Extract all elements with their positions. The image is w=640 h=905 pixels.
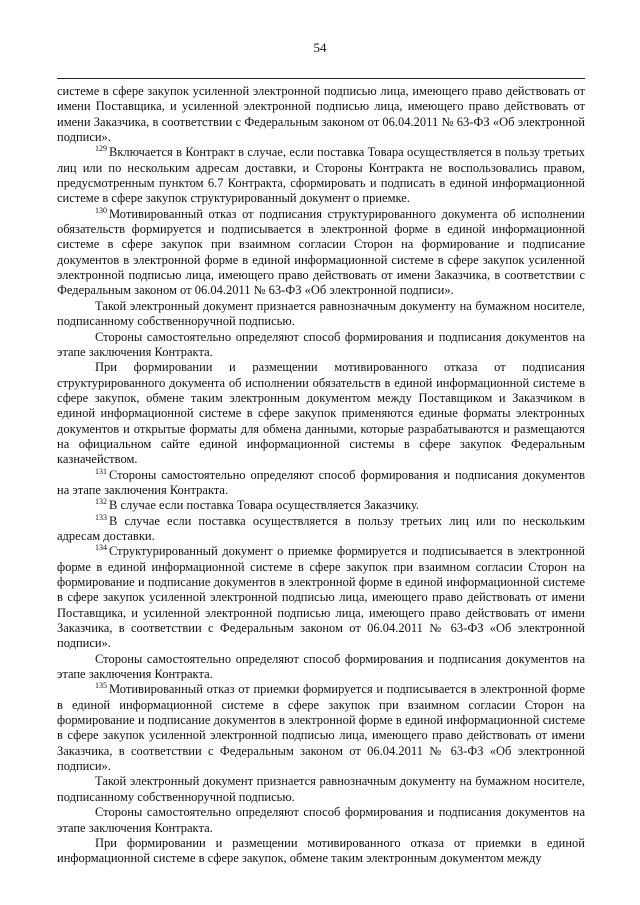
paragraph-text: Такой электронный документ признается равнозначным документу на бумажном носителе, подписанному собственноручной подписью. xyxy=(57,774,585,804)
paragraph xyxy=(57,774,585,805)
paragraph-text: системе в сфере закупок усиленной электронной подписью лица, имеющего право действовать от имени Поставщика, и усиленной электронной подписью лица, имеющего право действовать от имени Заказчика, в соответствии с Федеральным законом от 06.04.2011 № 63-ФЗ «Об электронной подписи». xyxy=(57,84,585,145)
footnote-paragraph xyxy=(57,514,585,545)
paragraph-text: Стороны самостоятельно определяют способ формирования и подписания документов на этапе заключения Контракта. xyxy=(57,329,585,359)
footnote-number: 135 xyxy=(95,681,107,691)
paragraph-text: В случае если поставка осуществляется в пользу третьих лиц или по нескольким адресам доставки. xyxy=(57,513,585,543)
paragraph xyxy=(57,84,585,145)
footnote-paragraph xyxy=(57,544,585,651)
paragraph-text: Стороны самостоятельно определяют способ формирования и подписания документов на этапе заключения Контракта. xyxy=(57,651,585,682)
footnote-paragraph xyxy=(57,498,585,513)
footnote-paragraph xyxy=(57,207,585,299)
footnote-number: 133 xyxy=(95,512,107,522)
paragraph-text: Включается в Контракт в случае, если поставка Товара осуществляется в пользу третьих лиц или по нескольким адресам доставки, и Стороны Контракта не воспользовались правом, предусмотренным пунктом 6.7 Контракта, сформировать и подписать в единой информационной системе в сфере закупок структурированный документ о приемке. xyxy=(57,145,585,206)
paragraph-text: Стороны самостоятельно определяют способ формирования и подписания документов на этапе заключения Контракта. xyxy=(57,467,585,497)
paragraph xyxy=(57,360,585,467)
footnote-number: 130 xyxy=(95,205,107,215)
footnote-number: 131 xyxy=(95,466,107,476)
paragraph xyxy=(57,805,585,836)
document-body xyxy=(57,84,585,867)
header-rule xyxy=(57,78,585,79)
footnote-number: 129 xyxy=(95,144,107,154)
paragraph xyxy=(57,330,585,361)
footnote-number: 134 xyxy=(95,543,107,553)
paragraph-text: При формировании и размещении мотивированного отказа от приемки в единой информационной системе в сфере закупок, обмене таким электронным документом между xyxy=(57,835,585,866)
footnote-number: 132 xyxy=(95,497,107,507)
paragraph-text: Структурированный документ о приемке формируется и подписывается в электронной форме в единой информационной системе в сфере закупок при взаимном согласии Сторон на формирование и подписание документов в электронной форме в единой информационной системе в сфере закупок усиленной электронной подписью лица, имеющего право действовать от имени Поставщика, и усиленной электронной подписью лица, имеющего право действовать от имени Заказчика, в соответствии с Федеральным законом от 06.04.2011 № 63-ФЗ «Об электронной подписи». xyxy=(57,544,585,651)
paragraph xyxy=(57,652,585,683)
paragraph xyxy=(57,836,585,867)
paragraph xyxy=(57,299,585,330)
paragraph-text: Мотивированный отказ от приемки формируется и подписывается в электронной форме в единой информационной системе в сфере закупок при взаимном согласии Сторон на формирование и подписание документов в электронной форме в единой информационной системе в сфере закупок усиленной электронной подписью лица, имеющего право действовать от имени Заказчика, в соответствии с Федеральным законом от 06.04.2011 № 63-ФЗ «Об электронной подписи». xyxy=(57,682,585,774)
paragraph-text: Мотивированный отказ от подписания структурированного документа об исполнении обязательств формируется и подписывается в электронной форме в единой информационной системе в сфере закупок при взаимном согласии Сторон на формирование и подписание документов в электронной форме в единой информационной системе в сфере закупок усиленной электронной подписью лица, имеющего право действовать от имени Заказчика, в соответствии с Федеральным законом от 06.04.2011 № 63-ФЗ «Об электронной подписи». xyxy=(57,206,585,298)
paragraph-text: При формировании и размещении мотивированного отказа от подписания структурированного документа об исполнении обязательств в единой информационной системе в сфере закупок, обмене таким электронным документом между Поставщиком и Заказчиком в единой информационной системе в сфере закупок применяются единые форматы электронных документов и открытые форматы для обмена данными, которые разрабатываются и размещаются на официальном сайте единой информационной системы в сфере закупок Федеральным казначейством. xyxy=(57,360,585,467)
footnote-paragraph xyxy=(57,682,585,774)
paragraph-text: В случае если поставка Товара осуществляется Заказчику. xyxy=(109,498,419,513)
footnote-paragraph xyxy=(57,145,585,206)
paragraph-text: Такой электронный документ признается равнозначным документу на бумажном носителе, подписанному собственноручной подписью. xyxy=(57,298,585,329)
footnote-paragraph xyxy=(57,468,585,499)
paragraph-text: Стороны самостоятельно определяют способ формирования и подписания документов на этапе заключения Контракта. xyxy=(57,805,585,835)
page-number: 54 xyxy=(313,40,327,55)
